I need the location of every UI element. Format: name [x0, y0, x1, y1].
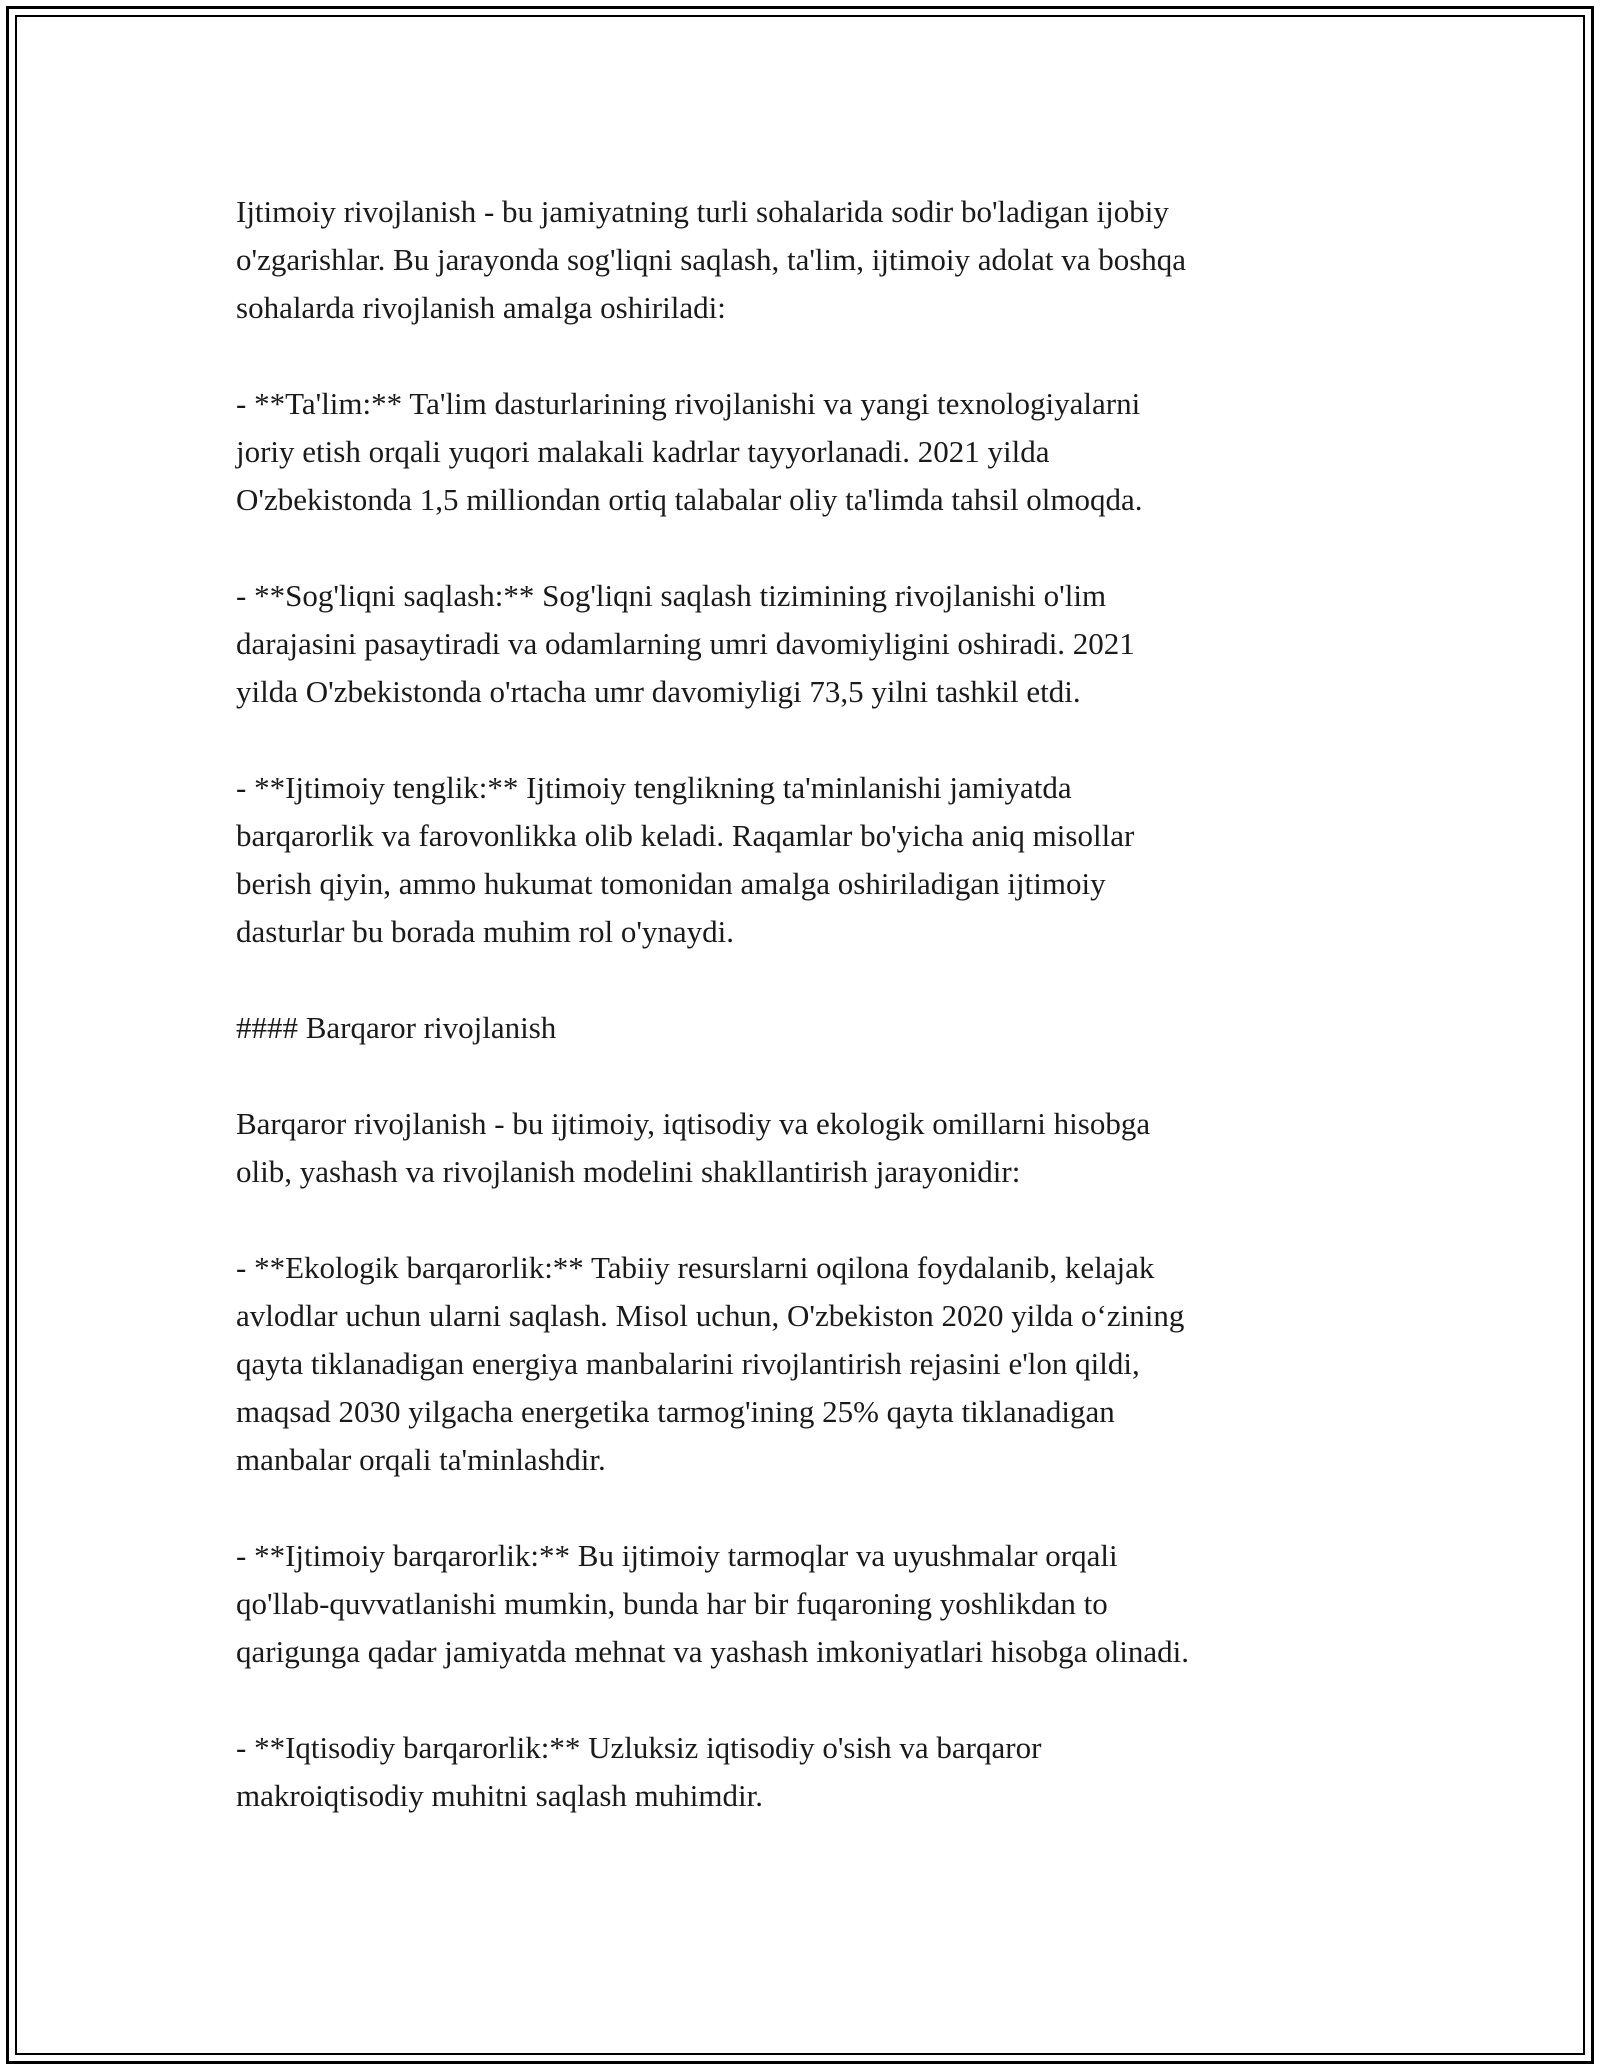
list-item-sogliqni-saqlash — [236, 572, 1386, 716]
text-line: darajasini pasaytiradi va odamlarning umri davomiyligini oshiradi. 2021 — [236, 626, 1135, 661]
text-line: maqsad 2030 yilgacha energetika tarmog'ining 25% qayta tiklanadigan — [236, 1394, 1115, 1429]
text-line: - **Ekologik barqarorlik:** Tabiiy resurslarni oqilona foydalanib, kelajak — [236, 1250, 1155, 1285]
list-item-iqtisodiy — [236, 1724, 1386, 1820]
list-item-talim — [236, 380, 1386, 524]
document-body — [236, 188, 1386, 1868]
text-line: qo'llab-quvvatlanishi mumkin, bunda har bir fuqaroning yoshlikdan to — [236, 1586, 1108, 1621]
list-item-ekologik — [236, 1244, 1386, 1484]
text-line: yilda O'zbekistonda o'rtacha umr davomiyligi 73,5 yilni tashkil etdi. — [236, 674, 1081, 709]
text-line: manbalar orqali ta'minlashdir. — [236, 1442, 606, 1477]
text-line: - **Ijtimoiy tenglik:** Ijtimoiy tenglikning ta'minlanishi jamiyatda — [236, 770, 1072, 805]
text-line: joriy etish orqali yuqori malakali kadrlar tayyorlanadi. 2021 yilda — [236, 434, 1050, 469]
text-line: Ijtimoiy rivojlanish - bu jamiyatning turli sohalarida sodir bo'ladigan ijobiy — [236, 194, 1169, 229]
text-line: berish qiyin, ammo hukumat tomonidan amalga oshiriladigan ijtimoiy — [236, 866, 1106, 901]
paragraph-barqaror — [236, 1100, 1386, 1196]
text-line: - **Iqtisodiy barqarorlik:** Uzluksiz iqtisodiy o'sish va barqaror — [236, 1730, 1042, 1765]
text-line: - **Sog'liqni saqlash:** Sog'liqni saqlash tizimining rivojlanishi o'lim — [236, 578, 1107, 613]
text-line: - **Ta'lim:** Ta'lim dasturlarining rivojlanishi va yangi texnologiyalarni — [236, 386, 1141, 421]
text-line: o'zgarishlar. Bu jarayonda sog'liqni saqlash, ta'lim, ijtimoiy adolat va boshqa — [236, 242, 1187, 277]
text-line: barqarorlik va farovonlikka olib keladi. Raqamlar bo'yicha aniq misollar — [236, 818, 1135, 853]
text-line: olib, yashash va rivojlanish modelini shakllantirish jarayonidir: — [236, 1154, 1021, 1189]
text-line: Barqaror rivojlanish - bu ijtimoiy, iqtisodiy va ekologik omillarni hisobga — [236, 1106, 1151, 1141]
heading-line: #### Barqaror rivojlanish — [236, 1010, 557, 1045]
list-item-ijtimoiy-tenglik — [236, 764, 1386, 956]
text-line: qarigunga qadar jamiyatda mehnat va yashash imkoniyatlari hisobga olinadi. — [236, 1634, 1189, 1669]
text-line: dasturlar bu borada muhim rol o'ynaydi. — [236, 914, 735, 949]
text-line: makroiqtisodiy muhitni saqlash muhimdir. — [236, 1778, 763, 1813]
text-line: O'zbekistonda 1,5 milliondan ortiq talabalar oliy ta'limda tahsil olmoqda. — [236, 482, 1143, 517]
paragraph-intro — [236, 188, 1386, 332]
text-line: sohalarda rivojlanish amalga oshiriladi: — [236, 290, 726, 325]
text-line: - **Ijtimoiy barqarorlik:** Bu ijtimoiy tarmoqlar va uyushmalar orqali — [236, 1538, 1118, 1573]
section-heading — [236, 1004, 1386, 1052]
text-line: avlodlar uchun ularni saqlash. Misol uchun, O'zbekiston 2020 yilda o‘zining — [236, 1298, 1185, 1333]
text-line: qayta tiklanadigan energiya manbalarini rivojlantirish rejasini e'lon qildi, — [236, 1346, 1140, 1381]
list-item-ijtimoiy-barqarorlik — [236, 1532, 1386, 1676]
